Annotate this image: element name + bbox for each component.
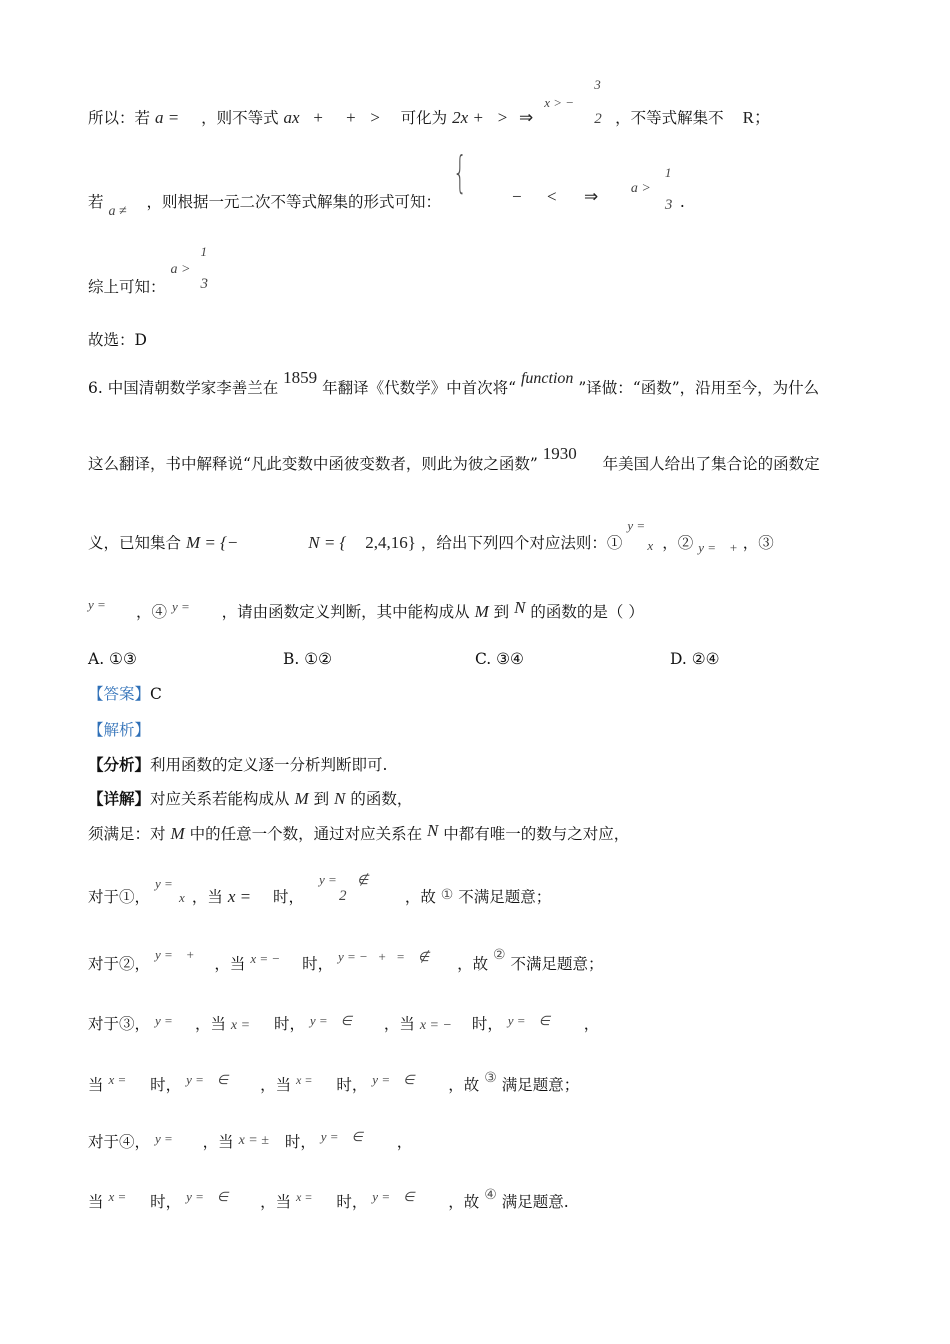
math: x = ± — [238, 1133, 269, 1148]
text: 须满足：对 — [88, 825, 166, 843]
text: ，故 — [448, 1193, 480, 1211]
text: ，故 — [457, 955, 489, 973]
text: 年翻译《代数学》中首次将“ — [322, 379, 517, 397]
analysis-line — [88, 720, 150, 740]
circled-number: ④ — [484, 1187, 497, 1203]
circled-number: ③ — [484, 1070, 497, 1086]
math: y = — [171, 599, 190, 614]
math: 2x + > — [452, 108, 509, 127]
math: x = − — [250, 951, 281, 966]
math: 2 — [338, 888, 347, 904]
text: 的函数的是（ ） — [530, 603, 644, 621]
math: x = — [108, 1072, 127, 1087]
math: ax + + > — [283, 108, 381, 127]
math: a = — [154, 108, 180, 127]
circled-number: ② — [493, 947, 506, 963]
prev-line-2 — [88, 147, 685, 219]
text: 中的任意一个数，通过对应关系在 — [189, 825, 423, 843]
text: 可化为 — [400, 109, 448, 127]
text: 时， — [273, 888, 305, 906]
text: 时， — [471, 1015, 503, 1033]
text: ，③ — [742, 534, 774, 552]
math: y = + — [154, 947, 195, 962]
text: ，给出下列四个对应法则：① — [420, 534, 623, 552]
text: 对应关系若能构成从 — [150, 790, 290, 808]
text: 义，已知集合 — [88, 534, 182, 552]
text: 时， — [150, 1076, 182, 1094]
text: 时， — [284, 1133, 316, 1151]
math: function — [520, 370, 574, 387]
prev-line-4 — [88, 330, 147, 350]
detail-3a — [88, 1014, 599, 1036]
implies-symbol: ⇒ — [583, 187, 599, 206]
text: 满足题意； — [501, 1076, 580, 1094]
math: ∉ — [356, 872, 369, 887]
text: ，当 — [260, 1076, 292, 1094]
text: ，则不等式 — [201, 109, 279, 127]
text: ，当 — [194, 1015, 226, 1033]
condition-line — [88, 821, 630, 844]
answer-label: 【答案】 — [88, 685, 151, 703]
text: ，不等式解集不 — [615, 109, 724, 127]
prev-line-1 — [88, 77, 771, 128]
text: R； — [742, 108, 771, 127]
math: 1 — [664, 165, 672, 180]
math: a ≠ — [108, 204, 127, 219]
math: M — [474, 602, 489, 621]
xiangjie-label: 【详解】 — [88, 789, 151, 808]
text: ，当 — [214, 955, 246, 973]
text: 满足题意. — [501, 1193, 569, 1211]
text: 不满足题意； — [510, 955, 604, 973]
text: 当 — [88, 1076, 104, 1094]
math: x = — [296, 1190, 313, 1204]
math: M — [294, 789, 309, 808]
text: 当 — [88, 1193, 104, 1211]
text: ， — [396, 1133, 413, 1151]
text: 时， — [150, 1193, 182, 1211]
fraction — [154, 876, 187, 905]
math: y = — [318, 872, 337, 887]
q6-line-2 — [88, 444, 820, 474]
text: ，② — [662, 534, 694, 552]
fraction — [544, 77, 610, 127]
implies-symbol: ⇒ — [519, 108, 534, 127]
fraction — [309, 872, 385, 904]
system — [446, 147, 626, 207]
text: ， — [583, 1015, 600, 1033]
q6-line-3 — [88, 518, 774, 555]
text: 到 — [313, 790, 330, 808]
detail-3b — [88, 1070, 580, 1096]
text: 对于①， — [88, 888, 151, 906]
text: 时， — [273, 1015, 305, 1033]
text: ，当 — [202, 1133, 234, 1151]
option-c: C. ③④ — [475, 650, 524, 668]
option-a: A. ①③ — [88, 650, 137, 668]
text: 时， — [336, 1076, 368, 1094]
math: 3 — [594, 77, 601, 92]
math: 2 — [594, 111, 602, 127]
math: y = — [88, 597, 110, 612]
text: 到 — [493, 603, 510, 621]
math: x > − — [544, 95, 575, 110]
text: ，当 — [383, 1015, 415, 1033]
text: ，则根据一元二次不等式解集的形式可知： — [146, 193, 442, 211]
math: y = ∈ — [186, 1072, 229, 1087]
math: y = + — [698, 540, 738, 555]
text: . — [679, 193, 685, 211]
text: 故选：D — [88, 331, 147, 349]
text: 对于③， — [88, 1015, 151, 1033]
xiangjie-line — [88, 789, 412, 809]
prev-line-3 — [88, 244, 214, 297]
detail-2 — [88, 947, 604, 975]
answer-line — [88, 684, 162, 704]
text: ”译做：“函数”，沿用至今，为什么 — [578, 379, 820, 397]
math: N = { — [308, 533, 347, 552]
math: x — [647, 538, 654, 553]
math: N — [334, 789, 346, 808]
math: x = — [108, 1189, 127, 1204]
text: 若 — [88, 193, 104, 211]
math: y = ∈ — [372, 1072, 415, 1087]
text: ，当 — [191, 888, 223, 906]
math: N — [427, 821, 439, 840]
math: x = — [227, 887, 252, 906]
math: x = — [296, 1073, 313, 1087]
brace: { — [452, 147, 467, 198]
answer-value: C — [150, 685, 162, 703]
math: 1 — [200, 244, 207, 259]
detail-1 — [88, 872, 552, 908]
text: 对于②， — [88, 955, 151, 973]
analysis-label: 【解析】 — [88, 721, 151, 739]
math: y = ∈ — [507, 1013, 550, 1028]
detail-4a — [88, 1129, 413, 1154]
math: 2,4,16} — [365, 533, 416, 552]
text: ，故 — [448, 1076, 480, 1094]
math: − < — [511, 187, 557, 206]
text: ，当 — [260, 1193, 292, 1211]
math: x = − — [419, 1018, 452, 1033]
text: 不满足题意； — [458, 888, 552, 906]
math: N — [514, 598, 526, 617]
math: 3 — [200, 276, 208, 292]
math: 1859 — [283, 368, 318, 387]
text: 综上可知： — [88, 278, 166, 296]
math: y = ∈ — [372, 1189, 415, 1204]
math: y = ∈ — [309, 1013, 353, 1028]
text: 的函数， — [350, 790, 413, 808]
detail-4b — [88, 1187, 569, 1213]
text: 中都有唯一的数与之对应， — [443, 825, 630, 843]
fenxi-label: 【分析】 — [88, 755, 151, 774]
fraction — [170, 244, 214, 292]
q6-line-1 — [88, 368, 820, 399]
math: y = ∈ — [320, 1129, 363, 1144]
text: 6. 中国清朝数学家李善兰在 — [88, 379, 279, 397]
math: a > — [170, 262, 191, 277]
text: 时， — [302, 955, 334, 973]
math: M = {− — [185, 533, 239, 552]
math: y = − + = ∉ — [338, 949, 430, 964]
math: 3 — [664, 197, 673, 213]
math: x — [178, 890, 185, 905]
math: y = ∈ — [186, 1189, 229, 1204]
text: 所以：若 — [88, 109, 151, 127]
text: 对于④， — [88, 1133, 151, 1151]
fraction — [630, 165, 675, 213]
option-b: B. ①② — [283, 650, 333, 668]
math: M — [170, 824, 185, 843]
fraction — [627, 518, 657, 553]
option-d: D. ②④ — [670, 650, 720, 668]
math: a > — [630, 181, 651, 196]
q6-line-4 — [88, 597, 644, 623]
math: x = — [230, 1018, 251, 1033]
text: 时， — [336, 1193, 368, 1211]
math: y = — [154, 876, 173, 891]
text: 利用函数的定义逐一分析判断即可. — [150, 756, 388, 774]
math: y = — [154, 1013, 176, 1028]
text: 这么翻译，书中解释说“凡此变数中函彼变数者，则此为彼之函数” — [88, 455, 538, 473]
text: ，故 — [404, 888, 436, 906]
math: y = — [154, 1131, 173, 1146]
fenxi-line — [88, 755, 387, 775]
text: ，④ — [135, 603, 167, 621]
math: 1930 — [542, 444, 577, 463]
math: y = — [627, 518, 646, 533]
circled-number: ① — [440, 887, 454, 903]
text: 年美国人给出了集合论的函数定 — [602, 455, 820, 473]
text: ，请由函数定义判断，其中能构成从 — [221, 603, 470, 621]
